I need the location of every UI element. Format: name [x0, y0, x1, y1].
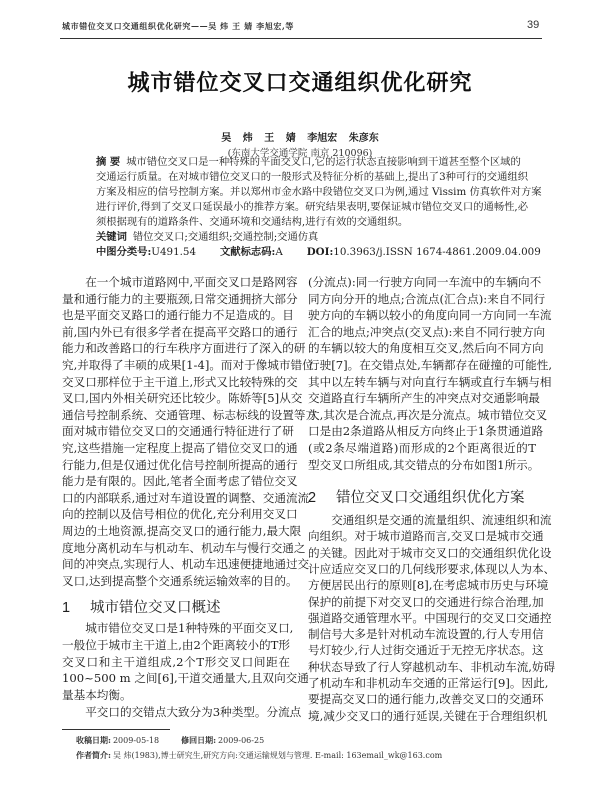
header-rule — [60, 38, 542, 39]
body-line: 平交口的交错点大致分为3种类型。分流点 — [62, 705, 302, 719]
body-line: 通信号控制系统、交通管理、标志标线的设置等方 — [62, 407, 318, 422]
body-line: 城市错位交叉口是1种特殊的平面交叉口, — [62, 621, 294, 635]
body-line: 前,国内外已有很多学者在提高平交路口的通行 — [62, 324, 298, 339]
body-line: 行驶[7]。在交错点处,车辆都存在碰撞的可能性, — [308, 358, 553, 372]
body-line: 汇合的地点;冲突点(交叉点):来自不同行驶方向 — [308, 324, 546, 339]
author-info: 吴 炜(1983),博士研究生,研究方向:交通运输规划与管理. E-mail: 163email_wk@163.com — [112, 751, 443, 760]
doc-code-value: A — [275, 246, 283, 258]
doi-value: 10.3963/j.ISSN 1674-4861.2009.04.009 — [333, 246, 541, 258]
authors: 吴 炜 王 婧 李旭宏 朱彦东 — [221, 133, 379, 144]
body-line: (或2条尽端道路)而形成的2个距离很近的T — [308, 441, 536, 455]
keywords-text: 错位交叉口;交通组织;交通控制;交通仿真 — [132, 231, 319, 243]
body-line: 其中以左转车辆与对向直行车辆或直行车辆与相 — [308, 374, 552, 389]
body-line: 能力和改善路口的行车秩序方面进行了深入的研 — [62, 341, 306, 356]
doi-label: DOI: — [306, 246, 334, 258]
body-line: 量基本均衡。 — [62, 688, 132, 703]
section-title: 错位交叉口交通组织优化方案 — [336, 490, 525, 506]
body-line: 交通组织是交通的流量组织、流速组织和流 — [308, 513, 552, 527]
keywords-label: 关键词 — [96, 231, 127, 243]
section-2-heading — [308, 486, 525, 507]
abstract-line — [96, 185, 542, 199]
doc-code-label: 文献标志码: — [220, 246, 276, 258]
abstract-line — [96, 200, 528, 214]
body-line: 制信号大多是针对机动车流设置的,行人专用信 — [308, 627, 544, 642]
body-line: 方便居民出行的原则[8],在考虑城市历史与环境 — [308, 578, 549, 593]
body-line: 究,并取得了丰硕的成果[1-4]。而对于像城市错位 — [62, 358, 314, 372]
page-number: 39 — [527, 19, 540, 31]
section-1-heading — [62, 596, 221, 617]
body-line: 周边的土地资源,提高交叉口的通行能力,最大限 — [62, 524, 302, 538]
body-line: 叉口,国内外相关研究还比较少。陈娇等[5]从交 — [62, 391, 303, 406]
body-line: 行能力,但是仅通过优化信号控制所提高的通行 — [62, 457, 298, 472]
abstract-text: 交通运行质量。在对城市错位交叉口的一般形式及特征分析的基础上,提出了3种可行的交通组织 — [96, 171, 528, 183]
body-line: 强道路交通管理水平。中国现行的交叉口交通控 — [308, 610, 552, 625]
keywords — [96, 230, 502, 244]
footnote-rule — [62, 729, 170, 730]
body-line: 一般位于城市主干道上,由2个距离较小的T形 — [62, 637, 290, 652]
section-number: 2 — [308, 490, 317, 506]
footnote-dates — [76, 735, 264, 746]
footnote-author — [76, 750, 442, 761]
abstract-label: 摘 要 — [96, 156, 121, 168]
body-line: 保护的前提下对交叉口的交通进行综合治理,加 — [308, 594, 544, 609]
clc-value: U491.54 — [151, 246, 197, 258]
body-line: 在一个城市道路网中,平面交叉口是路网容 — [62, 275, 298, 289]
affiliation: (东南大学交通学院 南京 210096) — [227, 148, 373, 159]
body-line: (分流点):同一行驶方向同一车流中的车辆向不 — [308, 275, 542, 289]
body-line: 大,其次是合流点,再次是分流点。城市错位交叉 — [308, 407, 548, 422]
body-line: 计应适应交叉口的几何线形要求,体现以人为本、 — [308, 561, 556, 576]
body-line: 了机动车和非机动车交通的正常运行[9]。因此, — [308, 676, 549, 690]
body-line: 境,减少交叉口的通行延误,关键在于合理组织机 — [308, 708, 548, 723]
abstract-line — [96, 215, 502, 229]
received-date: 2009-05-18 — [112, 736, 160, 745]
body-line: 同方向分开的地点;合流点(汇合点):来自不同行 — [308, 291, 546, 306]
body-line: 能力是有限的。因此,笔者全面考虑了错位交叉 — [62, 474, 298, 489]
body-line: 型交叉口所组成,其交错点的分布如图1所示。 — [308, 457, 540, 472]
body-line: 交叉口那样位于主干道上,形式又比较特殊的交 — [62, 374, 298, 389]
body-line: 向的控制以及信号相位的优化,充分利用交叉口 — [62, 507, 298, 522]
body-line: 要提高交叉口的通行能力,改善交叉口的交通环 — [308, 692, 544, 707]
paper-title: 城市错位交叉口交通组织优化研究 — [127, 70, 473, 96]
section-number: 1 — [62, 600, 71, 616]
abstract-text: 方案及相应的信号控制方案。并以郑州市金水路中段错位交叉口为例,通过 Vissim 仿真软件对方案 — [96, 186, 542, 198]
body-line: 向组织。对于城市道路而言,交叉口是城市交通 — [308, 529, 544, 544]
classification-line — [96, 245, 541, 259]
abstract-line — [96, 170, 528, 184]
body-line: 量和通行能力的主要瓶颈,日常交通拥挤大部分 — [62, 291, 298, 306]
body-line: 口的内部联系,通过对车道设置的调整、交通流流 — [62, 490, 310, 505]
abstract-text: 须根据现有的道路条件、交通环境和交通结构,进行有效的交通组织。 — [96, 216, 409, 228]
body-line: 口是由2条道路从相反方向终止于1条贯通道路 — [308, 424, 544, 439]
body-line: 号灯较少,行人过街交通近于无控无序状态。这 — [308, 643, 544, 658]
running-header: 城市错位交叉口交通组织优化研究——吴 炜 王 婧 李旭宏,等 — [62, 21, 294, 31]
body-line: 间的冲突点,实现行人、机动车迅速便捷地通过交 — [62, 557, 310, 572]
body-line: 面对城市错位交叉口的交通通行特征进行了研 — [62, 424, 294, 439]
body-line: 驶方向的车辆以较小的角度向同一方向同一车流 — [308, 308, 552, 323]
body-line: 种状态导致了行人穿越机动车、非机动车流,妨碍 — [308, 659, 556, 674]
body-line: 100~500 m 之间[6],干道交通量大,且双向交通 — [62, 671, 309, 686]
revised-label: 修回日期: — [181, 735, 217, 745]
body-line: 叉口,达到提高整个交通系统运输效率的目的。 — [62, 573, 298, 588]
author-info-label: 作者简介: — [76, 750, 111, 760]
body-line: 交叉口和主干道组成,2个T形交叉口间距在 — [62, 654, 290, 669]
revised-date: 2009-06-25 — [218, 736, 265, 745]
abstract-text: 城市错位交叉口是一种特殊的平面交叉口,它的运行状态直接影响到干道甚至整个区域的 — [126, 156, 521, 168]
body-line: 也是平面交叉路口的通行能力不足造成的。目 — [62, 308, 294, 323]
received-label: 收稿日期: — [76, 735, 111, 745]
body-line: 的车辆以较大的角度相互交叉,然后向不同方向 — [308, 341, 544, 356]
body-line: 究,这些措施一定程度上提高了错位交叉口的通 — [62, 441, 298, 455]
body-line: 度地分离机动车与机动车、机动车与慢行交通之 — [62, 540, 306, 555]
section-title: 城市错位交叉口概述 — [90, 600, 221, 616]
abstract-line — [96, 155, 521, 169]
body-line: 交道路直行车辆所产生的冲突点对交通影响最 — [308, 391, 540, 406]
body-line: 的关键。因此对于城市交叉口的交通组织优化设 — [308, 545, 552, 560]
clc-label: 中图分类号: — [96, 246, 152, 258]
abstract-text: 进行评价,得到了交叉口延误最小的推荐方案。研究结果表明,要保证城市错位交叉口的通畅性,必 — [96, 201, 528, 213]
